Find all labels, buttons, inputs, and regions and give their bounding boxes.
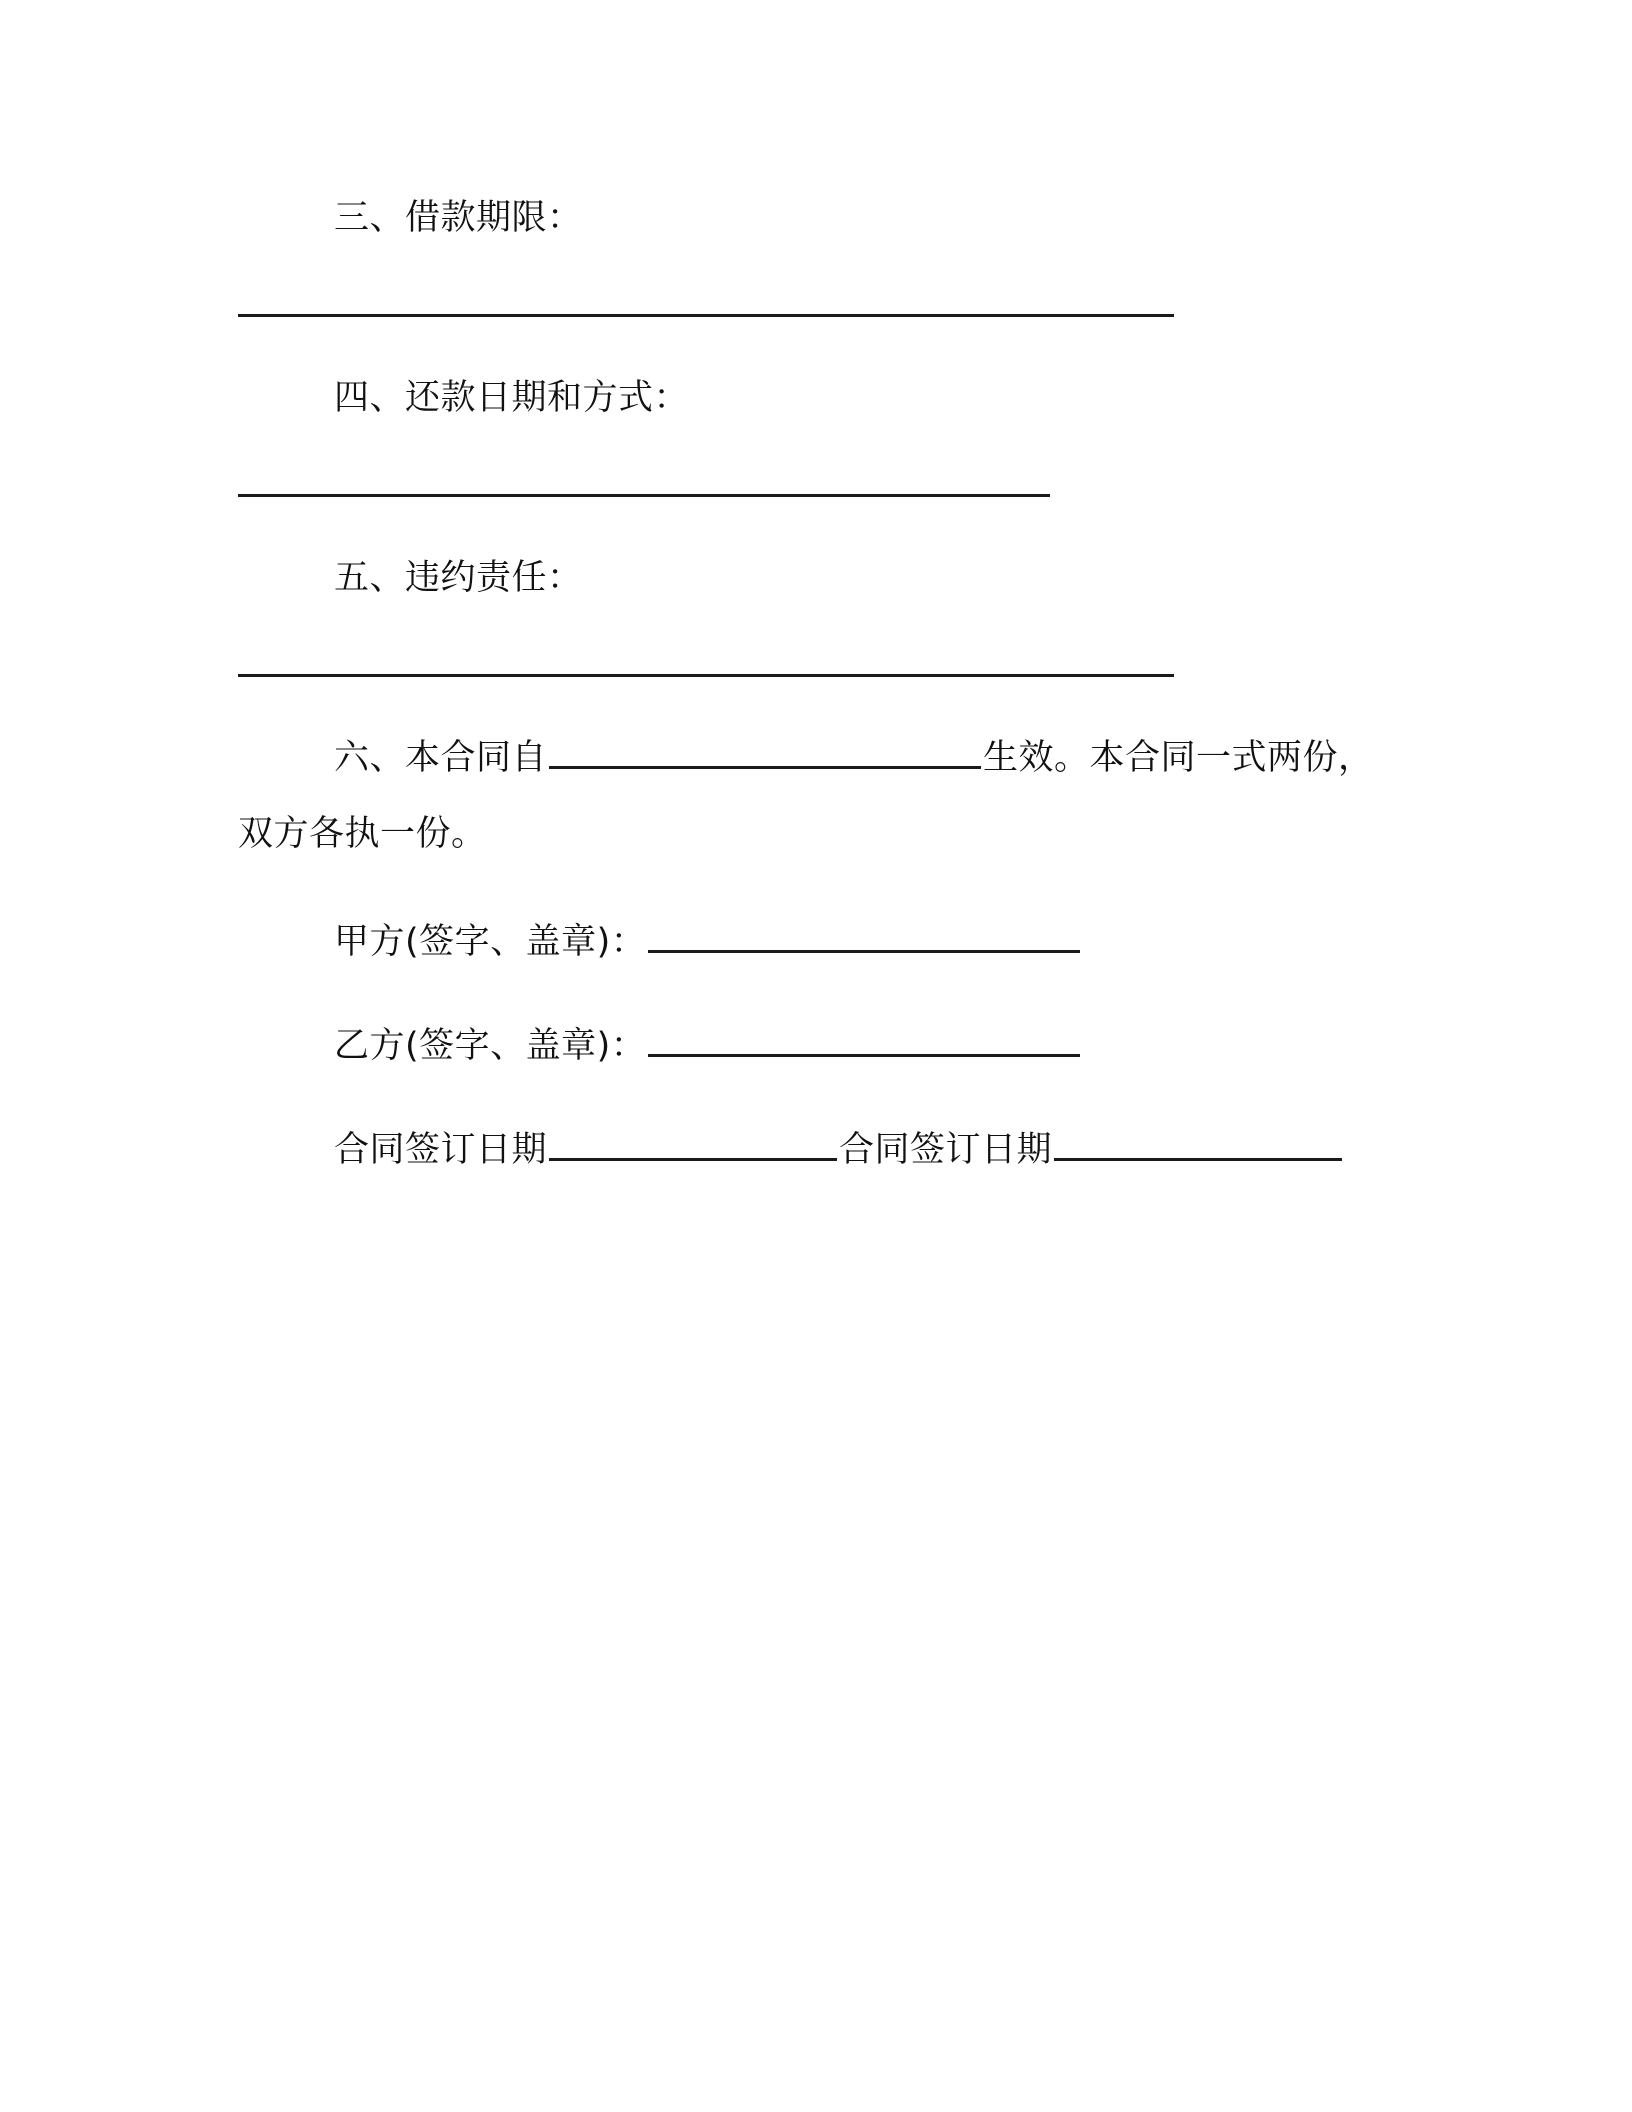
section-5-heading: 五、违约责任： [334,558,583,598]
sign-date-label-2: 合同签订日期 [839,1130,1053,1170]
section-6-line [334,736,1374,780]
sign-date-blank-2 [1054,1128,1342,1161]
party-b-signature-blank [648,1024,1080,1057]
section-4-fill-line [238,494,1050,497]
section-6-suffix: 生效。本合同一式两份， [983,738,1374,778]
section-3-heading: 三、借款期限： [334,198,583,238]
section-5-fill-line [238,674,1174,677]
section-3-fill-line [238,314,1174,317]
party-a-signature-line [334,920,1082,964]
party-b-signature-line [334,1024,1082,1068]
party-b-label: 乙方(签字、盖章)： [334,1026,647,1066]
section-6-prefix: 六、本合同自 [334,738,548,778]
sign-date-line [334,1128,1344,1172]
sign-date-blank-1 [549,1128,837,1161]
sign-date-label-1: 合同签订日期 [334,1130,548,1170]
section-4-heading: 四、还款日期和方式： [334,378,690,418]
party-a-label: 甲方(签字、盖章)： [334,922,647,962]
party-a-signature-blank [648,920,1080,953]
effective-date-blank [549,736,981,769]
section-6-continuation: 双方各执一份。 [238,814,487,854]
